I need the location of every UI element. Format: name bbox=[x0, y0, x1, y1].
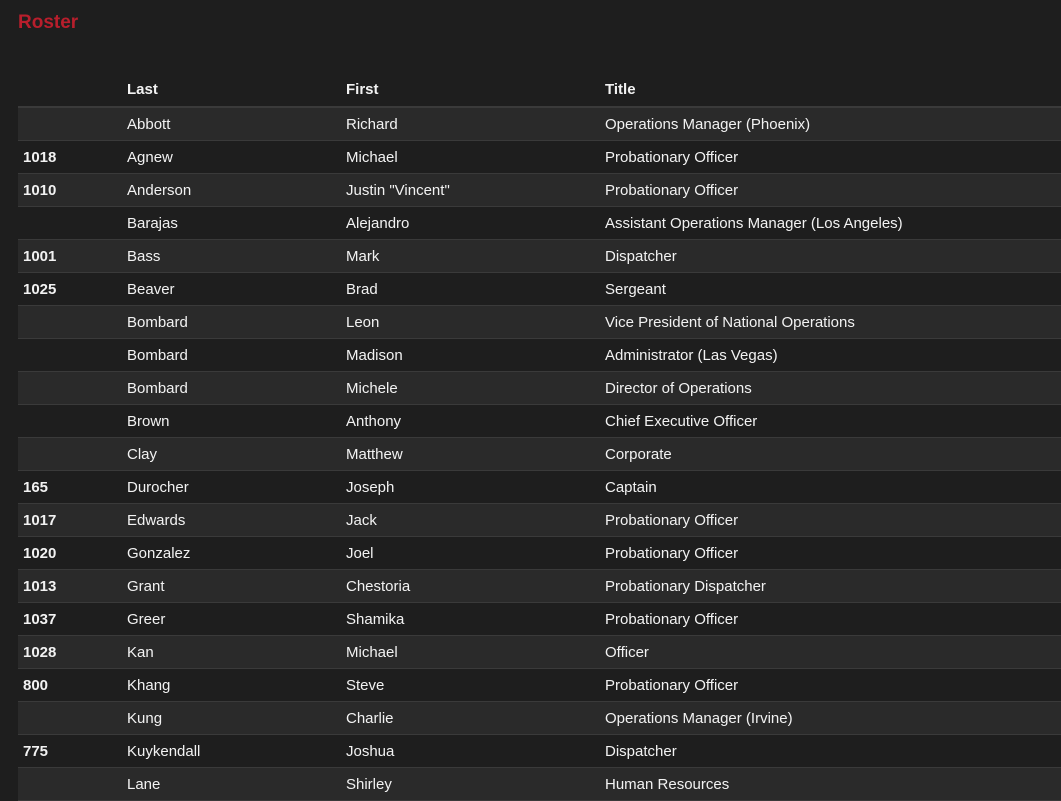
cell-badge-number: 165 bbox=[18, 471, 127, 504]
page-title: Roster bbox=[18, 12, 79, 33]
cell-last-name: Grant bbox=[127, 570, 346, 603]
cell-last-name: Kan bbox=[127, 636, 346, 669]
cell-last-name: Greer bbox=[127, 603, 346, 636]
cell-title: Probationary Officer bbox=[605, 141, 1061, 174]
table-row[interactable] bbox=[18, 372, 1061, 405]
cell-title: Dispatcher bbox=[605, 240, 1061, 273]
cell-last-name: Clay bbox=[127, 438, 346, 471]
table-row[interactable] bbox=[18, 504, 1061, 537]
table-row[interactable] bbox=[18, 471, 1061, 504]
cell-badge-number bbox=[18, 438, 127, 471]
cell-title: Operations Manager (Phoenix) bbox=[605, 107, 1061, 141]
cell-last-name: Kuykendall bbox=[127, 735, 346, 768]
cell-title: Probationary Officer bbox=[605, 669, 1061, 702]
cell-last-name: Edwards bbox=[127, 504, 346, 537]
cell-last-name: Khang bbox=[127, 669, 346, 702]
cell-badge-number bbox=[18, 306, 127, 339]
cell-title: Sergeant bbox=[605, 273, 1061, 306]
cell-first-name: Matthew bbox=[346, 438, 605, 471]
cell-last-name: Bombard bbox=[127, 372, 346, 405]
cell-badge-number bbox=[18, 339, 127, 372]
cell-badge-number: 1013 bbox=[18, 570, 127, 603]
table-row[interactable] bbox=[18, 537, 1061, 570]
cell-last-name: Bombard bbox=[127, 306, 346, 339]
cell-first-name: Alejandro bbox=[346, 207, 605, 240]
table-row[interactable] bbox=[18, 636, 1061, 669]
cell-first-name: Mark bbox=[346, 240, 605, 273]
cell-last-name: Beaver bbox=[127, 273, 346, 306]
cell-last-name: Gonzalez bbox=[127, 537, 346, 570]
cell-badge-number bbox=[18, 768, 127, 801]
cell-first-name: Chestoria bbox=[346, 570, 605, 603]
cell-title: Probationary Officer bbox=[605, 504, 1061, 537]
cell-badge-number bbox=[18, 405, 127, 438]
table-row[interactable] bbox=[18, 702, 1061, 735]
table-row[interactable] bbox=[18, 768, 1061, 801]
cell-first-name: Michael bbox=[346, 141, 605, 174]
table-row[interactable] bbox=[18, 273, 1061, 306]
cell-first-name: Charlie bbox=[346, 702, 605, 735]
cell-title: Probationary Officer bbox=[605, 174, 1061, 207]
cell-badge-number bbox=[18, 702, 127, 735]
cell-last-name: Lane bbox=[127, 768, 346, 801]
table-row[interactable] bbox=[18, 306, 1061, 339]
cell-title: Vice President of National Operations bbox=[605, 306, 1061, 339]
table-row[interactable] bbox=[18, 339, 1061, 372]
roster-table bbox=[18, 73, 1061, 801]
cell-first-name: Brad bbox=[346, 273, 605, 306]
cell-last-name: Kung bbox=[127, 702, 346, 735]
cell-last-name: Barajas bbox=[127, 207, 346, 240]
table-row[interactable] bbox=[18, 438, 1061, 471]
cell-badge-number bbox=[18, 372, 127, 405]
cell-last-name: Anderson bbox=[127, 174, 346, 207]
cell-badge-number: 800 bbox=[18, 669, 127, 702]
cell-last-name: Abbott bbox=[127, 107, 346, 141]
cell-first-name: Joel bbox=[346, 537, 605, 570]
column-header-badge[interactable] bbox=[18, 73, 127, 107]
table-row[interactable] bbox=[18, 570, 1061, 603]
table-row[interactable] bbox=[18, 107, 1061, 141]
cell-first-name: Michele bbox=[346, 372, 605, 405]
cell-first-name: Michael bbox=[346, 636, 605, 669]
cell-title: Probationary Officer bbox=[605, 537, 1061, 570]
table-row[interactable] bbox=[18, 603, 1061, 636]
cell-badge-number: 1017 bbox=[18, 504, 127, 537]
cell-title: Captain bbox=[605, 471, 1061, 504]
table-row[interactable] bbox=[18, 240, 1061, 273]
cell-last-name: Durocher bbox=[127, 471, 346, 504]
cell-badge-number: 1028 bbox=[18, 636, 127, 669]
table-row[interactable] bbox=[18, 174, 1061, 207]
column-header-last[interactable]: Last bbox=[127, 73, 346, 107]
cell-first-name: Jack bbox=[346, 504, 605, 537]
cell-title: Officer bbox=[605, 636, 1061, 669]
table-row[interactable] bbox=[18, 207, 1061, 240]
table-row[interactable] bbox=[18, 735, 1061, 768]
table-header-row bbox=[18, 73, 1061, 107]
cell-title: Corporate bbox=[605, 438, 1061, 471]
table-row[interactable] bbox=[18, 669, 1061, 702]
cell-first-name: Justin "Vincent" bbox=[346, 174, 605, 207]
cell-title: Administrator (Las Vegas) bbox=[605, 339, 1061, 372]
cell-first-name: Steve bbox=[346, 669, 605, 702]
cell-badge-number: 1010 bbox=[18, 174, 127, 207]
cell-badge-number bbox=[18, 107, 127, 141]
cell-badge-number: 1037 bbox=[18, 603, 127, 636]
cell-first-name: Leon bbox=[346, 306, 605, 339]
cell-badge-number: 1025 bbox=[18, 273, 127, 306]
cell-title: Human Resources bbox=[605, 768, 1061, 801]
column-header-title[interactable]: Title bbox=[605, 73, 1061, 107]
table-row[interactable] bbox=[18, 141, 1061, 174]
cell-last-name: Brown bbox=[127, 405, 346, 438]
cell-last-name: Agnew bbox=[127, 141, 346, 174]
cell-badge-number: 1020 bbox=[18, 537, 127, 570]
cell-title: Probationary Dispatcher bbox=[605, 570, 1061, 603]
cell-badge-number: 1001 bbox=[18, 240, 127, 273]
cell-first-name: Joshua bbox=[346, 735, 605, 768]
cell-first-name: Madison bbox=[346, 339, 605, 372]
cell-badge-number: 1018 bbox=[18, 141, 127, 174]
cell-first-name: Joseph bbox=[346, 471, 605, 504]
cell-badge-number: 775 bbox=[18, 735, 127, 768]
cell-title: Director of Operations bbox=[605, 372, 1061, 405]
cell-first-name: Richard bbox=[346, 107, 605, 141]
cell-first-name: Shirley bbox=[346, 768, 605, 801]
table-row[interactable] bbox=[18, 405, 1061, 438]
cell-title: Probationary Officer bbox=[605, 603, 1061, 636]
cell-title: Operations Manager (Irvine) bbox=[605, 702, 1061, 735]
cell-title: Chief Executive Officer bbox=[605, 405, 1061, 438]
column-header-first[interactable]: First bbox=[346, 73, 605, 107]
cell-title: Assistant Operations Manager (Los Angeles) bbox=[605, 207, 1061, 240]
cell-title: Dispatcher bbox=[605, 735, 1061, 768]
cell-last-name: Bombard bbox=[127, 339, 346, 372]
cell-first-name: Anthony bbox=[346, 405, 605, 438]
cell-last-name: Bass bbox=[127, 240, 346, 273]
cell-first-name: Shamika bbox=[346, 603, 605, 636]
cell-badge-number bbox=[18, 207, 127, 240]
